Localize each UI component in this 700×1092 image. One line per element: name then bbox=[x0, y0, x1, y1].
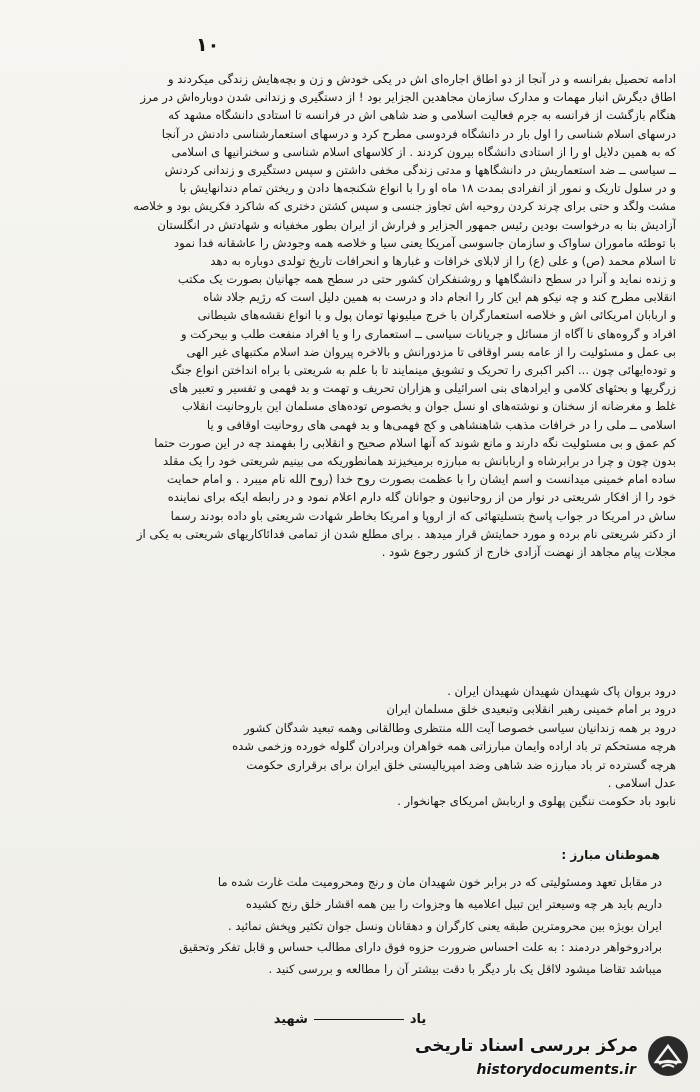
salute-line: درود بر امام خمینی رهبر انقلابی وتبعیدی خلق مسلمان ایران bbox=[386, 702, 676, 717]
compatriots-section bbox=[40, 872, 662, 981]
body-line: افراد و گروه‌های نا آگاه از مسائل و جریانات سیاسی ــ استعماری را و یا افراد منفعت طلب و بیحرکت و bbox=[180, 326, 676, 341]
salutes-section bbox=[60, 682, 676, 811]
closing-dash bbox=[314, 1019, 404, 1020]
book-emblem-icon bbox=[646, 1034, 690, 1078]
body-line: ساش در امریکا در جواب پاسخ بتسلیتهائی که از اروپا و امریکا بخاطر شهادت شریعتی باو داده بودند رسما bbox=[170, 508, 676, 523]
body-line: و در سلول تاریک و نمور از انفرادی بمدت ۱۸ ماه او را با انواع شکنجه‌ها دادن و ریختن تمام دندانهایش با bbox=[179, 181, 676, 196]
body-line: مجلات پیام مجاهد از نهضت آزادی خارج از کشور رجوع شود . bbox=[381, 544, 676, 559]
body-line: با توطئه ماموران ساواک و سازمان جاسوسی آمریکا یعنی سیا و خلاصه همه وجودش را عاشقانه فدا نمود bbox=[173, 235, 676, 250]
salute-line: درود بر همه زندانیان سیاسی خصوصا آیت الله منتظری وطالقانی وهمه تبعید شدگان کشور bbox=[243, 720, 676, 735]
compatriots-line: برادروخواهر دردمند : به علت احساس ضرورت حزوه فوق دارای مطالب حساس و قابل تفکر وتحقیق bbox=[179, 940, 662, 955]
body-line: ادامه تحصیل بفرانسه و در آنجا از دو اطاق اجاره‌ای اش در یکی خودش و زن و بچه‌هایش زندگی میکردند و bbox=[167, 72, 676, 86]
body-line: و زنده نماید و آنرا در سطح دانشگاهها و روشنفکران کشور حتی در سطح همه جهانیان بصورت یک مکتب bbox=[177, 272, 676, 287]
compatriots-line: میباشد تقاضا میشود لااقل یک بار دیگر با دقت بیشتر آن را مطالعه و بررسی کنید . bbox=[268, 962, 662, 977]
salute-line: هرچه گسترده تر باد مبارزه ضد شاهی وضد امپریالیستی خلق ایران برای برقراری حکومت bbox=[246, 757, 676, 772]
watermark-url: historydocuments.ir bbox=[476, 1062, 636, 1078]
body-line: هنگام بازگشت از فرانسه به جرم فعالیت اسلامی و ضد شاهی اش در فرانسه تا استادی دانشگاه مشهد که bbox=[168, 108, 676, 123]
salute-line: هرچه مستحکم تر باد اراده وایمان مبارزاتی همه خواهران وبرادران گلوله خورده وزخمی شده bbox=[232, 739, 676, 754]
closing-line bbox=[220, 1012, 480, 1027]
closing-right-word: شهید bbox=[273, 1012, 308, 1027]
compatriots-line: ایران بویژه بین محرومترین طبقه یعنی کارگران و دهقانان ونسل جوان تکثیر وپخش نمائید . bbox=[227, 918, 662, 933]
compatriots-line: داریم باید هر چه وسیعتر این تبیل اعلامیه ها وجزوات را بین همه اقشار خلق رنج کشیده bbox=[245, 896, 662, 911]
body-line: تا اسلام محمد (ص) و علی (ع) را از لابلای خرافات و غبارها و انحرافات تاریخ تولدی دوباره به دهد bbox=[210, 253, 676, 268]
body-line: که به همین دلایل او را از استادی دانشگاه بیرون کردند . از کلاسهای اسلام شناسی و سخنرانیها ی اسلامی bbox=[171, 144, 676, 159]
body-line: زرگریها و بحثهای کلامی و ایرادهای بنی اسرائیلی و هزاران تحریف و تهمت و بد فهمی و تفسیر و تعبیر های bbox=[169, 381, 676, 396]
body-line: انقلابی مطرح کند و چه نیکو هم این کار را انجام داد و درست به همین دلیل است که رژیم جلاد شاه bbox=[203, 290, 676, 305]
compatriots-line: در مقابل تعهد ومسئولیتی که در برابر خون شهیدان مان و رنج ومحرومیت ملت غارت شده ما bbox=[217, 875, 662, 889]
closing-left-word: یاد bbox=[409, 1012, 427, 1027]
watermark bbox=[362, 1030, 692, 1084]
body-line: مشت ولگد و حتی برای چرند کردن روحیه اش تجاوز جنسی و سپس کشتن دختری که شاکرد فکریش بود و خلاصه bbox=[133, 199, 676, 214]
body-line: کم عمق و بی مسئولیت نگه دارند و مانع شوند که آنها اسلام صحیح و انقلابی را بفهمند چه در این صورت حتما bbox=[154, 435, 676, 450]
body-line: اطاق دیگرش انبار مهمات و مدارک سازمان مجاهدین الجزایر بود ! از دستگیری و زندانی شدن دوباره‌اش در مرز bbox=[140, 90, 676, 105]
body-line: بدون چون و چرا در برابرشاه و اربابانش به مبارزه برمیخیزند همانطوریکه می بینیم شریعتی خود را یک مقلد bbox=[163, 453, 676, 468]
body-line: غلط و مغرضانه از سخنان و نوشته‌های او نسل جوان و بخصوص توده‌های مسلمان این باروحانیت انقلاب bbox=[182, 399, 676, 414]
watermark-title: مرکز بررسی اسناد تاریخی bbox=[415, 1036, 638, 1056]
salute-line: عدل اسلامی . bbox=[607, 775, 676, 790]
body-line: اسلامی ــ ملی را در خرافات مذهب شاهنشاهی و کج فهمی‌ها و بد فهمی های روحانیت اوقافی و یا bbox=[206, 417, 676, 432]
body-line: از دکتر شریعتی نام برده و مورد حمایتش قرار میدهد . برای مطلع شدن از تمامی فدائاکاریهای شریعتی به یکی از bbox=[136, 526, 676, 541]
body-line: و اربابان امریکائی اش و خلاصه استعمارگران با خرج میلیونها تومان پول و با انواع نقشه‌های شیطانی bbox=[197, 308, 676, 323]
body-line: خود را از افکار شریعتی در نوار من از روحانیون و جوانان گله دارم اعلام نمود و در رابطه ایکه برای نماینده bbox=[167, 490, 676, 505]
body-line: آزادیش بنا به درخواست بودین رئیس جمهور الجزایر و فرارش از ایران بطور مخفیانه و شهادتش در انگلستان bbox=[157, 217, 676, 232]
body-line: ساده امام خمینی میدانست و اسم ایشان را با عظمت بصورت روح خدا (روح الله نام میبرد . و امام حمایت bbox=[166, 472, 676, 487]
body-line: درسهای اسلام شناسی را اول بار در دانشگاه فردوسی مطرح کرد و درسهای استعمارشناسی دادنش در آنجا bbox=[161, 126, 676, 141]
body-line: بی عمل و مسئولیت را از عامه بسر اوقافی تا مزدورانش و بالاخره پیروان ضد اسلام مکتبهای غیر الهی bbox=[186, 344, 676, 359]
salute-line: درود بروان پاک شهیدان شهیدان شهیدان ایران . bbox=[447, 684, 676, 698]
page-number: ۱۰ bbox=[196, 34, 220, 56]
compatriots-heading: هموطنان مبارز : bbox=[561, 848, 660, 862]
salute-line: نابود باد حکومت ننگین پهلوی و اربابش امریکای جهانخوار . bbox=[397, 794, 676, 809]
body-line: و تود‌ه‌ایهائی چون ... اکبر اکبری را تحریک و تشویق مینمایند تا با علم به شریعتی با براه انداختن انواع جنگ bbox=[171, 363, 676, 377]
body-line: ــ سیاسی ــ ضد استعماریش در دانشگاهها و مدتی زندگی مخفی داشتن و سپس دستگیری و زندانی کردنش bbox=[164, 162, 676, 177]
body-text bbox=[28, 70, 676, 561]
